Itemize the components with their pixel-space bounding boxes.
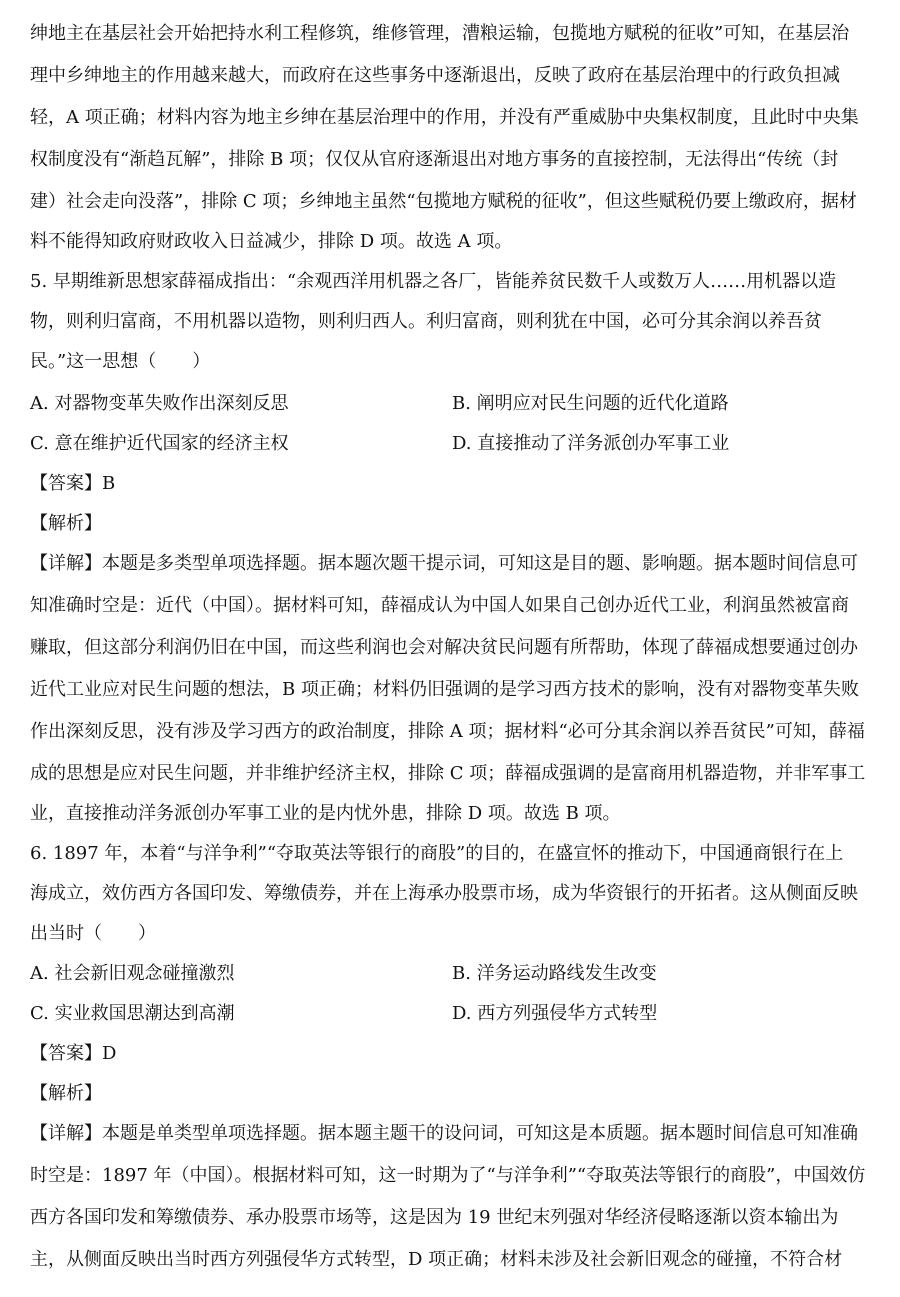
q5-analysis-label: 【解析】 bbox=[30, 513, 102, 534]
q5-detail-line: 知准确时空是：近代（中国）。据材料可知，薛福成认为中国人如果自己创办近代工业，利润虽然被富商 bbox=[30, 595, 849, 616]
prev-explanation-line: 料不能得知政府财政收入日益减少，排除 D 项。故选 A 项。 bbox=[30, 231, 513, 252]
q6-detail-line: 【详解】本题是单类型单项选择题。据本题主题干的设问词，可知这是本质题。据本题时间信息可知准确 bbox=[30, 1123, 858, 1144]
q6-option-a: A. 社会新旧观念碰撞激烈 bbox=[30, 963, 235, 984]
q5-stem-line: 物，则利归富商，不用机器以造物，则利归西人。利归富商，则利犹在中国，必可分其余润以养吾贫 bbox=[30, 311, 822, 332]
q5-detail-line: 近代工业应对民生问题的想法，B 项正确；材料仍旧强调的是学习西方技术的影响，没有对器物变革失败 bbox=[30, 679, 859, 700]
q6-stem-line: 6. 1897 年，本着“与洋争利”“夺取英法等银行的商股”的目的，在盛宣怀的推动下，中国通商银行在上 bbox=[30, 843, 844, 864]
prev-explanation-line: 轻，A 项正确；材料内容为地主乡绅在基层治理中的作用，并没有严重威胁中央集权制度，且此时中央集 bbox=[30, 107, 859, 128]
q6-detail-line: 西方各国印发和筹缴债券、承办股票市场等，这是因为 19 世纪末列强对华经济侵略逐渐以资本输出为 bbox=[30, 1207, 839, 1228]
q6-answer: 【答案】D bbox=[30, 1043, 117, 1064]
prev-explanation-line: 权制度没有“渐趋瓦解”，排除 B 项；仅仅从官府逐渐退出对地方事务的直接控制，无法得出“传统（封 bbox=[30, 149, 839, 170]
q6-option-c: C. 实业救国思潮达到高潮 bbox=[30, 1003, 235, 1024]
q6-option-b: B. 洋务运动路线发生改变 bbox=[452, 963, 657, 984]
q5-detail-line: 成的思想是应对民生问题，并非维护经济主权，排除 C 项；薛福成强调的是富商用机器造物，并非军事工 bbox=[30, 763, 866, 784]
prev-explanation-line: 建）社会走向没落”，排除 C 项；乡绅地主虽然“包揽地方赋税的征收”，但这些赋税仍要上缴政府，据材 bbox=[30, 191, 857, 212]
prev-explanation-line: 绅地主在基层社会开始把持水利工程修筑，维修管理，漕粮运输，包揽地方赋税的征收”可知，在基层治 bbox=[30, 23, 850, 44]
q5-detail-line: 【详解】本题是多类型单项选择题。据本题次题干提示词，可知这是目的题、影响题。据本题时间信息可 bbox=[30, 553, 858, 574]
q6-detail-line: 时空是：1897 年（中国）。根据材料可知，这一时期为了“与洋争利”“夺取英法等银行的商股”，中国效仿 bbox=[30, 1165, 866, 1186]
q5-stem-line: 5. 早期维新思想家薛福成指出：“余观西洋用机器之各厂，皆能养贫民数千人或数万人……用机器以造 bbox=[30, 271, 837, 292]
q5-detail-line: 作出深刻反思，没有涉及学习西方的政治制度，排除 A 项；据材料“必可分其余润以养吾贫民”可知，薛福 bbox=[30, 721, 865, 742]
q5-option-c: C. 意在维护近代国家的经济主权 bbox=[30, 433, 289, 454]
q5-option-b: B. 阐明应对民生问题的近代化道路 bbox=[452, 393, 729, 414]
q6-option-d: D. 西方列强侵华方式转型 bbox=[452, 1003, 658, 1024]
q6-analysis-label: 【解析】 bbox=[30, 1083, 102, 1104]
q5-option-a: A. 对器物变革失败作出深刻反思 bbox=[30, 393, 289, 414]
q5-option-d: D. 直接推动了洋务派创办军事工业 bbox=[452, 433, 730, 454]
q5-stem-line: 民。”这一思想（ ） bbox=[30, 351, 211, 372]
prev-explanation-line: 理中乡绅地主的作用越来越大，而政府在这些事务中逐渐退出，反映了政府在基层治理中的行政负担减 bbox=[30, 65, 840, 86]
q5-detail-line: 业，直接推动洋务派创办军事工业的是内忧外患，排除 D 项。故选 B 项。 bbox=[30, 803, 621, 824]
q6-stem-line: 出当时（ ） bbox=[30, 923, 156, 944]
q6-detail-line: 主，从侧面反映出当时西方列强侵华方式转型，D 项正确；材料未涉及社会新旧观念的碰撞，不符合材 bbox=[30, 1249, 843, 1270]
q5-answer: 【答案】B bbox=[30, 473, 116, 494]
q6-stem-line: 海成立，效仿西方各国印发、筹缴债券，并在上海承办股票市场，成为华资银行的开拓者。这从侧面反映 bbox=[30, 883, 858, 904]
q5-detail-line: 赚取，但这部分利润仍旧在中国，而这些利润也会对解决贫民问题有所帮助，体现了薛福成想要通过创办 bbox=[30, 637, 858, 658]
